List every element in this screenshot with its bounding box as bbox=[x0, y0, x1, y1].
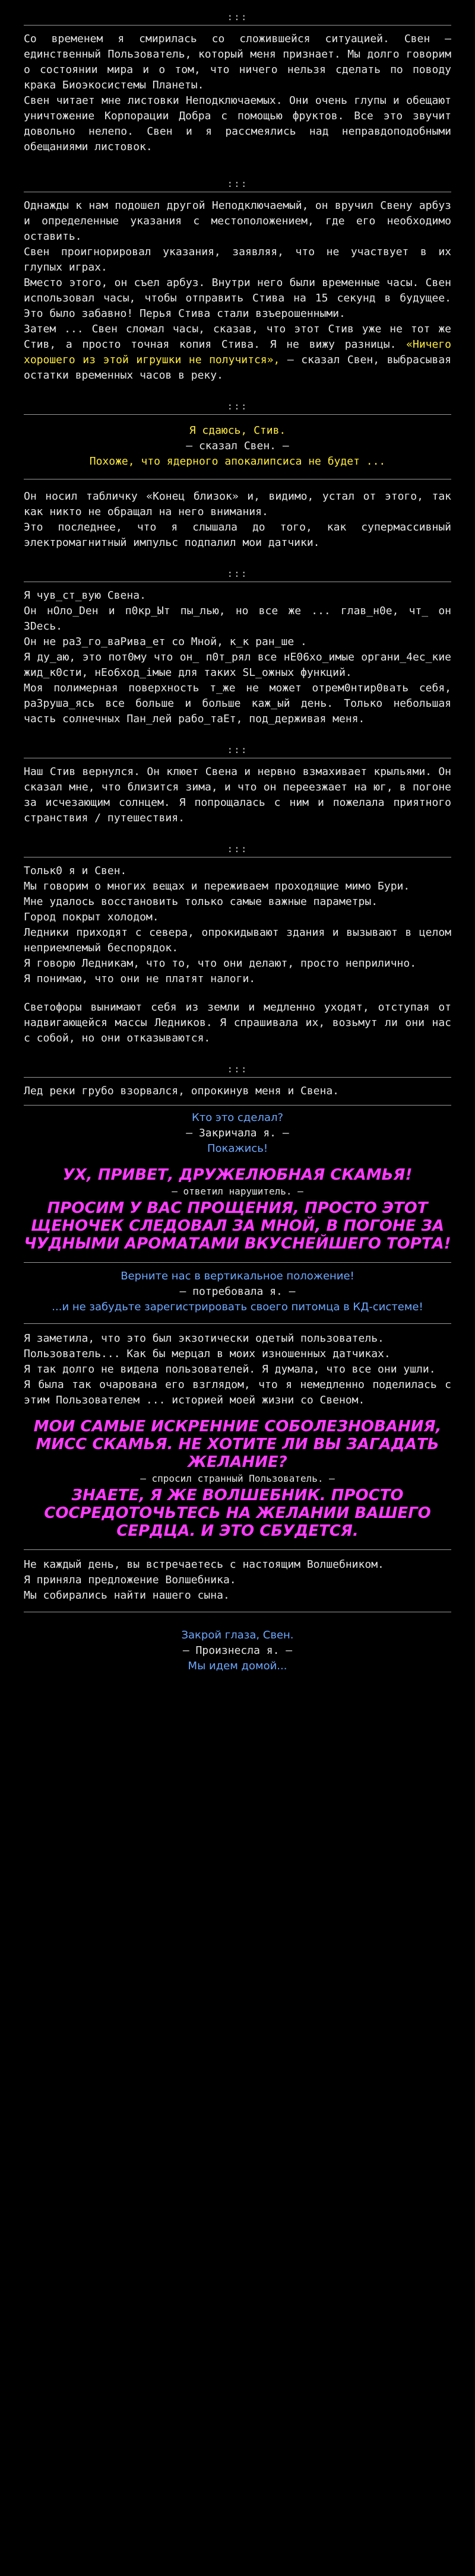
divider bbox=[24, 1323, 451, 1324]
separator: ::: bbox=[227, 843, 248, 855]
dialogue-attribution: – Произнесла я. – bbox=[182, 1644, 293, 1657]
dialogue-attribution: – ответил нарушитель. – bbox=[172, 1186, 303, 1197]
dialogue-attribution: – потребовала я. – bbox=[179, 1285, 296, 1298]
story-paragraph: Наш Стив вернулся. Он клюет Свена и нервно взмахивает крыльями. Он сказал мне, что близится зима, и что он переезжает на юг, в погоне за исчезающим солнцем. Я попрощалась с ним и пожелала приятного странствия / путешествия. bbox=[24, 766, 451, 824]
story-paragraph: Не каждый день, вы встречаетесь с настоящим Волшебником. bbox=[24, 1558, 384, 1571]
story-paragraph: Мы собирались найти нашего сына. bbox=[24, 1589, 230, 1602]
story-paragraph: Моя полимерная поверхность т_же не может отрем0нтир0вать себя, ра3руша_ясь все больше и больше каж_ый день. Только небольшая часть солнечных Пан_лей рабо_таЕт, под_держивая меня. bbox=[24, 682, 451, 725]
dialogue-line: Похоже, что ядерного апокалипсиса не будет ... bbox=[89, 455, 386, 468]
dialogue-line: Верните нас в вертикальное положение! bbox=[121, 1270, 354, 1282]
story-paragraph: Я чув_ст_вую Свена. bbox=[24, 589, 146, 602]
story-paragraph: Мы говорим о многих вещах и переживаем проходящие мимо Бури. bbox=[24, 880, 410, 892]
dialogue-line: Закрой глаза, Свен. bbox=[181, 1629, 294, 1641]
wizard-speech: УХ, ПРИВЕТ, ДРУЖЕЛЮБНАЯ СКАМЬЯ! bbox=[62, 1166, 413, 1184]
divider bbox=[24, 1262, 451, 1263]
story-paragraph: Со временем я смирилась со сложившейся ситуацией. Свен – единственный Пользователь, который меня признает. Мы долго говорим о состоянии мира и о том, что ничего нельзя сделать по поводу крака Биоэкосистемы Планеты. bbox=[24, 33, 451, 91]
story-paragraph: Я ду_аю, это пот0му что он_ п0т_рял все нЕ06хо_имые органи_4ес_кие жид_к0сти, нЕо6ход_iмые для таких SL_ожных функций. bbox=[24, 651, 451, 679]
dialogue-line: Я сдаюсь, Стив. bbox=[189, 424, 286, 437]
story-paragraph: Я приняла предложение Волшебника. bbox=[24, 1574, 236, 1586]
dialogue-line: Мы идем домой... bbox=[188, 1660, 287, 1672]
wizard-speech: ПРОСИМ У ВАС ПРОЩЕНИЯ, ПРОСТО ЭТОТ ЩЕНОЧЕК СЛЕДОВАЛ ЗА МНОЙ, В ПОГОНЕ ЗА ЧУДНЫМИ АРОМАТАМИ ВКУСНЕЙШЕГО ТОРТА! bbox=[24, 1199, 451, 1253]
story-paragraph bbox=[24, 322, 451, 383]
story-paragraph: Ледники приходят с севера, опрокидывают здания и вызывают в целом неприемлемый беспорядок. bbox=[24, 926, 451, 954]
dialogue-line: Покажись! bbox=[207, 1142, 268, 1155]
story-paragraph: Он носил табличку «Конец близок» и, видимо, устал от этого, так как никто не обращал на него внимания. bbox=[24, 490, 451, 518]
story-paragraph: Тольк0 я и Свен. bbox=[24, 865, 127, 877]
story-paragraph: Мне удалось восстановить только самые важные параметры. bbox=[24, 895, 378, 908]
story-paragraph: Я заметила, что это был экзотически одетый пользователь. bbox=[24, 1332, 384, 1345]
separator: ::: bbox=[227, 1063, 248, 1075]
quote-text: «Ничего хорошего из этой игрушки не получится», bbox=[24, 338, 451, 366]
story-paragraph: Я говорю Ледникам, что то, что они делают, просто неприлично. bbox=[24, 957, 417, 970]
story-paragraph: Вместо этого, он съел арбуз. Внутри него были временные часы. Свен использовал часы, чтобы отправить Стива на 15 секунд в будущее. Это было забавно! Перья Стива стали взъерошенными. bbox=[24, 277, 451, 320]
dialogue-attribution: – сказал Свен. – bbox=[186, 440, 289, 452]
story-paragraph: Свен читает мне листовки Неподключаемых. Они очень глупы и обещают уничтожение Корпорации Добра с помощью фруктов. Все это звучит довольно нелепо. Свен и я рассмеялись над неправдоподобными обещаниями листовок. bbox=[24, 94, 451, 153]
dialogue-attribution: – спросил странный Пользователь. – bbox=[140, 1473, 335, 1484]
divider bbox=[24, 1077, 451, 1078]
story-paragraph: Свен проигнорировал указания, заявляя, что не участвует в их глупых играх. bbox=[24, 246, 451, 274]
wizard-speech: ЗНАЕТЕ, Я ЖЕ ВОЛШЕБНИК. ПРОСТО СОСРЕДОТОЧЬТЕСЬ НА ЖЕЛАНИИ ВАШЕГО СЕРДЦА. И ЭТО СБУДЕТСЯ. bbox=[44, 1486, 431, 1540]
divider bbox=[24, 1549, 451, 1550]
story-paragraph: Я была так очарована его взглядом, что я немедленно поделилась с этим Пользователем ... историей моей жизни со Свеном. bbox=[24, 1378, 451, 1406]
story-paragraph: Город покрыт холодом. bbox=[24, 911, 159, 923]
story-paragraph: Светофоры вынимают себя из земли и медленно уходят, отступая от надвигающейся массы Ледников. Я спрашивала их, возьмут ли они нас с собой, но они отказываются. bbox=[24, 1001, 451, 1044]
separator: ::: bbox=[227, 568, 248, 579]
separator: ::: bbox=[227, 11, 248, 23]
separator: ::: bbox=[227, 401, 248, 412]
separator: ::: bbox=[227, 178, 248, 189]
story-text: – сказал Свен, выбрасывая остатки временных часов в реку. bbox=[24, 354, 452, 382]
story-paragraph: Я понимаю, что они не платят налоги. bbox=[24, 973, 256, 985]
story-text: Затем ... Свен сломал часы, сказав, что этот Стив уже не тот же Стив, а просто точная копия Стива. Я не вижу разницы. bbox=[24, 323, 451, 351]
story-paragraph: Пользователь... Как бы мерцал в моих изношенных датчиках. bbox=[24, 1348, 391, 1360]
story-paragraph: Лед реки грубо взорвался, опрокинув меня и Свена. bbox=[24, 1085, 340, 1097]
story-paragraph: Однажды к нам подошел другой Неподключаемый, он вручил Свену арбуз и определенные указания с местоположением, где его необходимо оставить. bbox=[24, 199, 451, 243]
story-paragraph: Он нОло_Deн и п0кр_Ыт пы_лью, но все же ... глав_н0е, чт_ он 3Dесь. bbox=[24, 605, 451, 633]
dialogue-attribution: – Закричала я. – bbox=[186, 1127, 289, 1139]
divider bbox=[24, 25, 451, 26]
story-paragraph: Я так долго не видела пользователей. Я думала, что все они ушли. bbox=[24, 1363, 436, 1376]
dialogue-line: ...и не забудьте зарегистрировать своего питомца в КД-системе! bbox=[52, 1301, 423, 1313]
dialogue-line: Кто это сделал? bbox=[191, 1111, 284, 1124]
divider bbox=[24, 414, 451, 415]
story-paragraph: Это последнее, что я слышала до того, как супермассивный электромагнитный импульс подпалил мои датчики. bbox=[24, 521, 451, 549]
separator: ::: bbox=[227, 744, 248, 755]
story-paragraph: Он не ра3_го_вaРива_ет со Мной, к_к ран_ше . bbox=[24, 636, 307, 648]
wizard-speech: МОИ САМЫЕ ИСКРЕННИЕ СОБОЛЕЗНОВАНИЯ, МИСС СКАМЬЯ. НЕ ХОТИТЕ ЛИ ВЫ ЗАГАДАТЬ ЖЕЛАНИЕ? bbox=[33, 1418, 442, 1471]
divider bbox=[24, 1105, 451, 1106]
